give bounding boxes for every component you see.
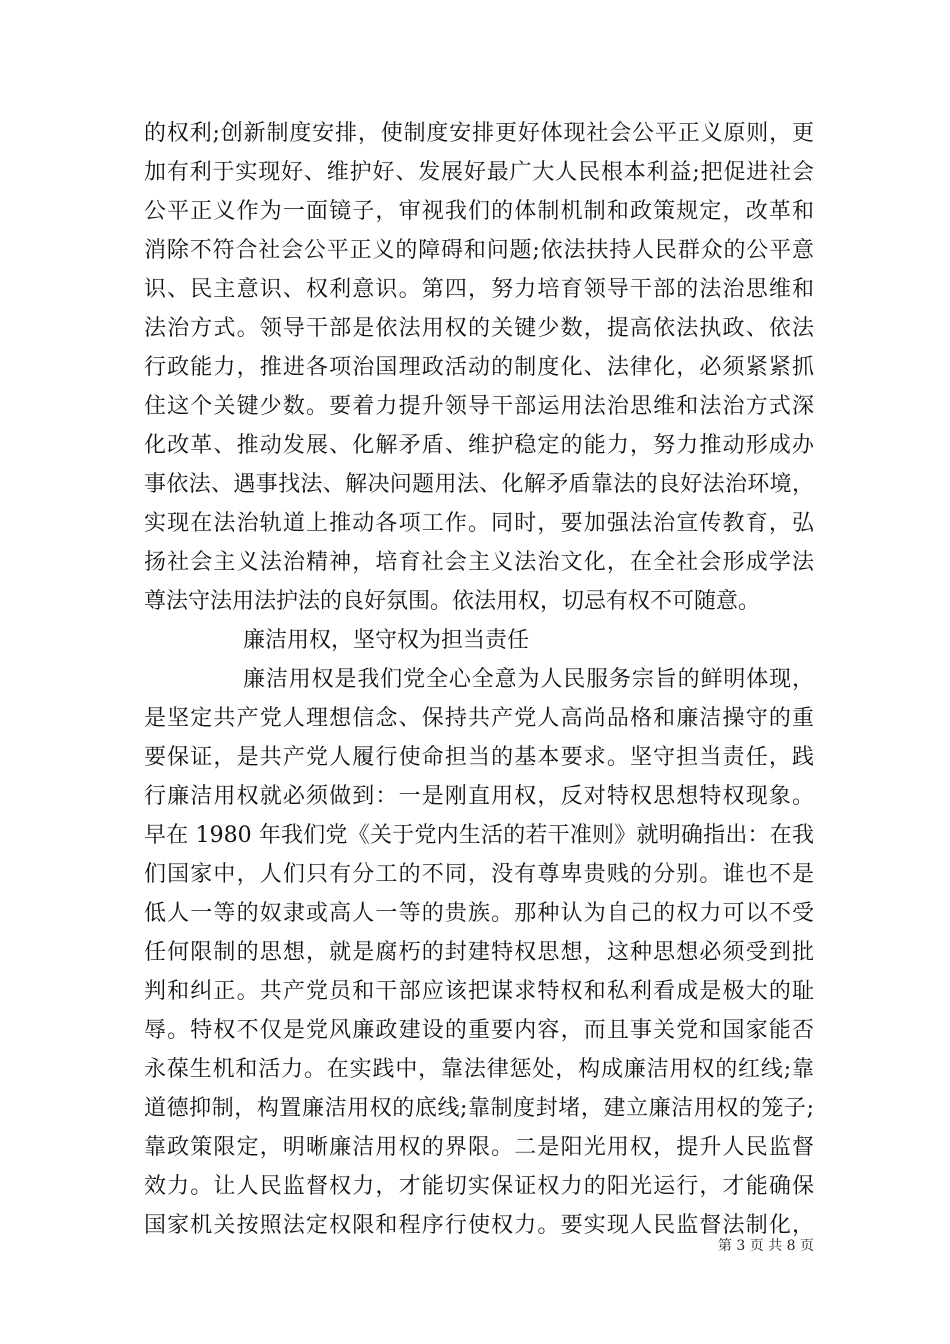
text-line: 扬社会主义法治精神，培育社会主义法治文化，在全社会形成学法 xyxy=(144,550,814,575)
text-line: 化改革、推动发展、化解矛盾、维护稳定的能力，努力推动形成办 xyxy=(144,433,814,458)
text-line: 靠政策限定，明晰廉洁用权的界限。二是阳光用权，提升人民监督 xyxy=(144,1135,814,1160)
text-line: 加有利于实现好、维护好、发展好最广大人民根本利益;把促进社会 xyxy=(144,160,814,185)
text-line: 实现在法治轨道上推动各项工作。同时，要加强法治宣传教育，弘 xyxy=(144,511,814,536)
text-line: 永葆生机和活力。在实践中，靠法律惩处，构成廉洁用权的红线;靠 xyxy=(144,1057,814,1082)
paragraph-first-line: 廉洁用权是我们党全心全意为人民服务宗旨的鲜明体现， xyxy=(243,667,814,692)
text-line: 行廉洁用权就必须做到：一是刚直用权，反对特权思想特权现象。 xyxy=(144,784,814,809)
text-line: 事依法、遇事找法、解决问题用法、化解矛盾靠法的良好法治环境， xyxy=(144,472,814,497)
text-line: 是坚定共产党人理想信念、保持共产党人高尚品格和廉洁操守的重 xyxy=(144,706,814,731)
text-line: 识、民主意识、权利意识。第四，努力培育领导干部的法治思维和 xyxy=(144,277,814,302)
text-line: 公平正义作为一面镜子，审视我们的体制机制和政策规定，改革和 xyxy=(144,199,814,224)
text-line: 尊法守法用法护法的良好氛围。依法用权，切忌有权不可随意。 xyxy=(144,589,761,614)
text-line: 判和纠正。共产党员和干部应该把谋求特权和私利看成是极大的耻 xyxy=(144,979,814,1004)
text-line: 国家机关按照法定权限和程序行使权力。要实现人民监督法制化， xyxy=(144,1213,814,1238)
text-line: 消除不符合社会公平正义的障碍和问题;依法扶持人民群众的公平意 xyxy=(144,238,814,263)
text-line: 早在 1980 年我们党《关于党内生活的若干准则》就明确指出：在我 xyxy=(144,823,814,848)
text-line: 效力。让人民监督权力，才能切实保证权力的阳光运行，才能确保 xyxy=(144,1174,814,1199)
text-line: 低人一等的奴隶或高人一等的贵族。那种认为自己的权力可以不受 xyxy=(144,901,814,926)
text-line: 们国家中，人们只有分工的不同，没有尊卑贵贱的分别。谁也不是 xyxy=(144,862,814,887)
page-number: 第 3 页 共 8 页 xyxy=(717,1238,814,1254)
text-line: 住这个关键少数。要着力提升领导干部运用法治思维和法治方式深 xyxy=(144,394,814,419)
text-line: 要保证，是共产党人履行使命担当的基本要求。坚守担当责任，践 xyxy=(144,745,814,770)
text-line: 任何限制的思想，就是腐朽的封建特权思想，这种思想必须受到批 xyxy=(144,940,814,965)
text-line: 的权利;创新制度安排，使制度安排更好体现社会公平正义原则，更 xyxy=(144,121,814,146)
text-line: 法治方式。领导干部是依法用权的关键少数，提高依法执政、依法 xyxy=(144,316,814,341)
text-line: 辱。特权不仅是党风廉政建设的重要内容，而且事关党和国家能否 xyxy=(144,1018,814,1043)
text-line: 道德抑制，构置廉洁用权的底线;靠制度封堵，建立廉洁用权的笼子; xyxy=(144,1096,814,1121)
section-heading: 廉洁用权，坚守权为担当责任 xyxy=(243,628,530,653)
text-line: 行政能力，推进各项治国理政活动的制度化、法律化，必须紧紧抓 xyxy=(144,355,814,380)
